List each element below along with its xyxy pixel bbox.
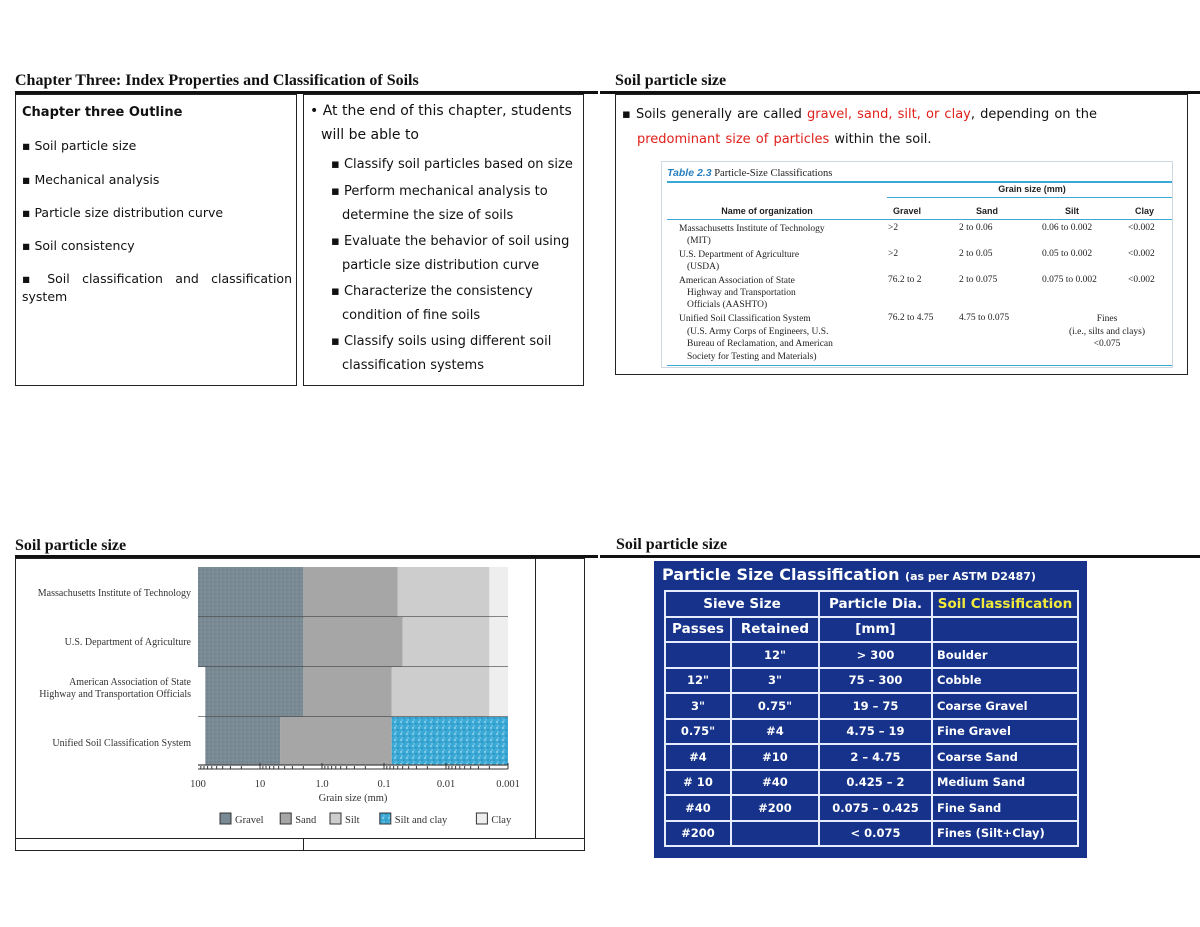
legend-swatch-siltclay bbox=[380, 813, 391, 824]
objectives-intro: • At the end of this chapter, students will be able to bbox=[310, 103, 572, 143]
bar-segment-gravel bbox=[198, 617, 303, 667]
table-row: 12" 3" 75 – 300 Cobble bbox=[665, 668, 1078, 694]
legend-label: Silt bbox=[345, 815, 360, 826]
astm-title: Particle Size Classification (as per ASTM D2487) bbox=[662, 565, 1036, 584]
cell: 2 to 0.06 bbox=[959, 223, 993, 233]
cell: 0.06 to 0.002 bbox=[1042, 223, 1093, 233]
org-name: American Association of State Highway and Transportation Officials (AASHTO) bbox=[679, 276, 796, 310]
bar-segment-gravel bbox=[205, 717, 280, 765]
chart-legend bbox=[220, 813, 512, 826]
col-header: Soil Classification bbox=[932, 591, 1078, 617]
objective-item: ▪ Characterize the consistency condition of fine soils bbox=[331, 284, 533, 323]
cell: 4.75 to 0.075 bbox=[959, 313, 1010, 323]
cell: >2 bbox=[888, 249, 899, 259]
table-row: 3" 0.75" 19 – 75 Coarse Gravel bbox=[665, 693, 1078, 719]
chart-bars bbox=[198, 567, 508, 765]
cell: <0.002 bbox=[1128, 275, 1155, 285]
chart-x-label: Grain size (mm) bbox=[318, 793, 388, 804]
section-title: Soil particle size bbox=[616, 536, 728, 553]
bar-segment-blank bbox=[198, 717, 205, 765]
legend-label: Sand bbox=[295, 815, 317, 826]
col-header: Name of organization bbox=[721, 206, 813, 216]
legend-swatch-gravel bbox=[220, 813, 231, 824]
col-header: [mm] bbox=[819, 617, 932, 643]
particle-size-table bbox=[661, 161, 1173, 368]
col-header: Sand bbox=[975, 206, 998, 216]
objectives-box bbox=[303, 94, 584, 386]
bar-segment-clay bbox=[489, 617, 508, 667]
col-header: Sieve Size bbox=[665, 591, 819, 617]
grain-size-chart bbox=[16, 559, 536, 838]
tick-label: 0.01 bbox=[436, 779, 456, 790]
tick-label: 1.0 bbox=[315, 779, 329, 790]
soil-size-box bbox=[615, 94, 1188, 375]
table-caption: Table 2.3 Particle-Size Classifications bbox=[667, 167, 833, 179]
outline-item: ▪ Soil particle size bbox=[22, 138, 137, 153]
chapter-title: Chapter Three: Index Properties and Classification of Soils bbox=[15, 72, 419, 89]
table-row: 0.75" #4 4.75 – 19 Fine Gravel bbox=[665, 719, 1078, 745]
bar-segment-silt bbox=[403, 617, 490, 667]
bar-segment-clay bbox=[489, 567, 508, 617]
bar-segment-gravel bbox=[205, 667, 303, 717]
legend-swatch-clay bbox=[476, 813, 487, 824]
table-row: 12" > 300 Boulder bbox=[665, 642, 1078, 668]
soil-size-bullet: ▪ Soils generally are called gravel, sand, silt, or clay, depending on the predominant size of particles within the soil. bbox=[622, 107, 1098, 147]
objective-item: ▪ Perform mechanical analysis to determine the size of soils bbox=[331, 184, 548, 223]
col-header: Passes bbox=[665, 617, 731, 643]
col-header: Silt bbox=[1064, 206, 1079, 216]
cell: <0.002 bbox=[1128, 249, 1155, 259]
table-row: # 10 #40 0.425 – 2 Medium Sand bbox=[665, 770, 1078, 796]
bar-segment-silt bbox=[398, 567, 490, 617]
tick-label: 100 bbox=[190, 779, 206, 790]
chart-category-labels bbox=[38, 588, 192, 749]
tick-label: 0.1 bbox=[377, 779, 391, 790]
category-label: Massachusetts Institute of Technology bbox=[37, 588, 191, 599]
bar-segment-sand bbox=[303, 567, 397, 617]
table-row: #200 < 0.075 Fines (Silt+Clay) bbox=[665, 821, 1078, 847]
col-header: Clay bbox=[1134, 206, 1154, 216]
cell: 2 to 0.075 bbox=[959, 275, 998, 285]
col-header: Gravel bbox=[892, 206, 922, 216]
legend-swatch-silt bbox=[330, 813, 341, 824]
bar-segment-blank bbox=[198, 667, 205, 717]
title-rule bbox=[600, 555, 1200, 558]
table-row: #4 #10 2 – 4.75 Coarse Sand bbox=[665, 744, 1078, 770]
bar-segment-clay bbox=[489, 667, 508, 717]
group-header: Grain size (mm) bbox=[998, 184, 1066, 194]
col-header: Retained bbox=[731, 617, 819, 643]
objective-item: ▪ Classify soil particles based on size bbox=[331, 157, 573, 172]
legend-label: Gravel bbox=[235, 815, 264, 826]
table-row: #40 #200 0.075 – 0.425 Fine Sand bbox=[665, 795, 1078, 821]
bar-segment-sand bbox=[303, 617, 402, 667]
bar-segment-gravel bbox=[198, 567, 303, 617]
objective-item: ▪ Evaluate the behavior of soil using particle size distribution curve bbox=[331, 234, 570, 273]
objective-item: ▪ Classify soils using different soil classification systems bbox=[331, 334, 552, 373]
tick-label: 10 bbox=[254, 779, 266, 790]
bar-segment-sand bbox=[303, 667, 391, 717]
cell: 76.2 to 4.75 bbox=[888, 313, 934, 323]
outline-box bbox=[15, 94, 297, 386]
cell: 76.2 to 2 bbox=[888, 275, 922, 285]
outline-title: Chapter three Outline bbox=[22, 105, 183, 120]
cell: 0.075 to 0.002 bbox=[1042, 275, 1097, 285]
outline-item: ▪ Soil consistency bbox=[22, 238, 135, 253]
org-name: Massachusetts Institute of Technology (MIT) bbox=[679, 224, 825, 246]
astm-table bbox=[664, 590, 1079, 847]
astm-table-panel bbox=[654, 561, 1087, 858]
section-title: Soil particle size bbox=[15, 537, 127, 554]
category-label: U.S. Department of Agriculture bbox=[64, 637, 191, 648]
cell: 0.05 to 0.002 bbox=[1042, 249, 1093, 259]
category-label: American Association of State bbox=[69, 677, 191, 688]
chart-x-axis bbox=[190, 763, 520, 790]
cell: Fines (i.e., silts and clays) <0.075 bbox=[1069, 314, 1145, 349]
bar-segment-silt bbox=[392, 667, 490, 717]
tick-label: 0.001 bbox=[496, 779, 520, 790]
bar-segment-sand bbox=[280, 717, 392, 765]
col-header: Particle Dia. bbox=[819, 591, 932, 617]
section-title: Soil particle size bbox=[615, 72, 727, 89]
cell: 2 to 0.05 bbox=[959, 249, 993, 259]
outline-item: ▪ Particle size distribution curve bbox=[22, 205, 224, 220]
chart-box bbox=[15, 558, 585, 851]
legend-label: Silt and clay bbox=[394, 815, 448, 826]
legend-swatch-sand bbox=[280, 813, 291, 824]
org-name: U.S. Department of Agriculture (USDA) bbox=[679, 250, 800, 272]
org-name: Unified Soil Classification System (U.S. Army Corps of Engineers, U.S. Bureau of Reclamation, and American Society for Testing and Materials) bbox=[679, 314, 833, 362]
legend-label: Clay bbox=[491, 815, 512, 826]
bar-segment-siltclay bbox=[392, 717, 508, 765]
category-label: Unified Soil Classification System bbox=[52, 738, 191, 749]
outline-item: ▪ Mechanical analysis bbox=[22, 172, 160, 187]
cell: <0.002 bbox=[1128, 223, 1155, 233]
cell: >2 bbox=[888, 223, 899, 233]
category-label: Highway and Transportation Officials bbox=[39, 689, 191, 700]
outline-item: ▪ Soil classification and classification system bbox=[22, 271, 292, 304]
